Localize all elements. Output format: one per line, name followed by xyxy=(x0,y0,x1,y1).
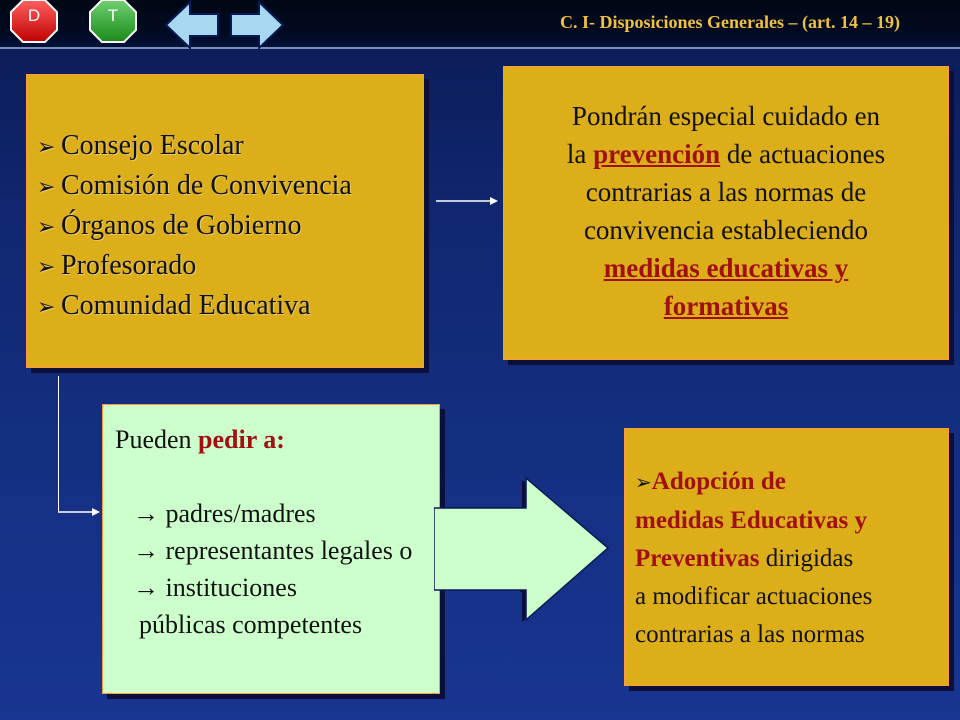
request-box xyxy=(102,404,440,694)
list-item: ➢ Consejo Escolar xyxy=(37,126,352,166)
block-arrow-right xyxy=(434,474,612,624)
connector-arrow-right xyxy=(436,192,498,210)
nav-d-label: D xyxy=(27,6,41,25)
right-arrow-icon xyxy=(229,0,285,50)
list-item: ➢ Comisión de Convivencia xyxy=(37,166,352,206)
list-item: ➢ Órganos de Gobierno xyxy=(37,206,352,246)
arrowhead-bullet-icon: ➢ xyxy=(37,294,56,319)
list-item: ➢ Comunidad Educativa xyxy=(37,286,352,326)
list-item: ➢ Profesorado xyxy=(37,246,352,286)
arrowhead-bullet-icon: ➢ xyxy=(635,472,652,494)
left-arrow-icon xyxy=(164,0,220,50)
agents-box xyxy=(26,74,424,368)
prevention-box xyxy=(503,66,949,360)
list-item: → representantes legales o xyxy=(133,536,413,565)
nav-t-label: T xyxy=(107,6,119,25)
agents-list xyxy=(37,126,352,326)
arrowhead-bullet-icon: ➢ xyxy=(37,214,56,239)
page-title: C. I- Disposiciones Generales – (art. 14 – 19) xyxy=(560,12,900,32)
forward-arrow-button[interactable] xyxy=(229,0,285,55)
request-text: Pueden pedir a: → padres/madres → representantes legales o → instituciones públicas competentes xyxy=(115,425,413,639)
list-item: → padres/madres xyxy=(133,499,316,528)
nav-t-button[interactable] xyxy=(88,0,138,44)
back-arrow-button[interactable] xyxy=(164,0,220,55)
arrowhead-bullet-icon: ➢ xyxy=(37,254,56,279)
nav-d-button[interactable] xyxy=(9,0,59,44)
elbow-connector-arrow xyxy=(58,504,100,520)
list-item: → instituciones xyxy=(133,573,297,602)
arrowhead-bullet-icon: ➢ xyxy=(37,134,56,159)
right-arrow-icon: → xyxy=(133,536,159,565)
right-arrow-icon: → xyxy=(133,573,159,602)
top-divider xyxy=(0,47,960,49)
elbow-connector-vertical xyxy=(58,376,59,512)
measures-box xyxy=(624,428,949,686)
arrowhead-bullet-icon: ➢ xyxy=(37,174,56,199)
measures-text: ➢Adopción de medidas Educativas y Preventivas dirigidas a modificar actuaciones contrarias a las normas xyxy=(635,468,873,648)
right-arrow-icon: → xyxy=(133,499,159,528)
prevention-text: Pondrán especial cuidado en la prevención de actuaciones contrarias a las normas de convivencia estableciendo medidas educativas y formativas xyxy=(566,101,886,321)
